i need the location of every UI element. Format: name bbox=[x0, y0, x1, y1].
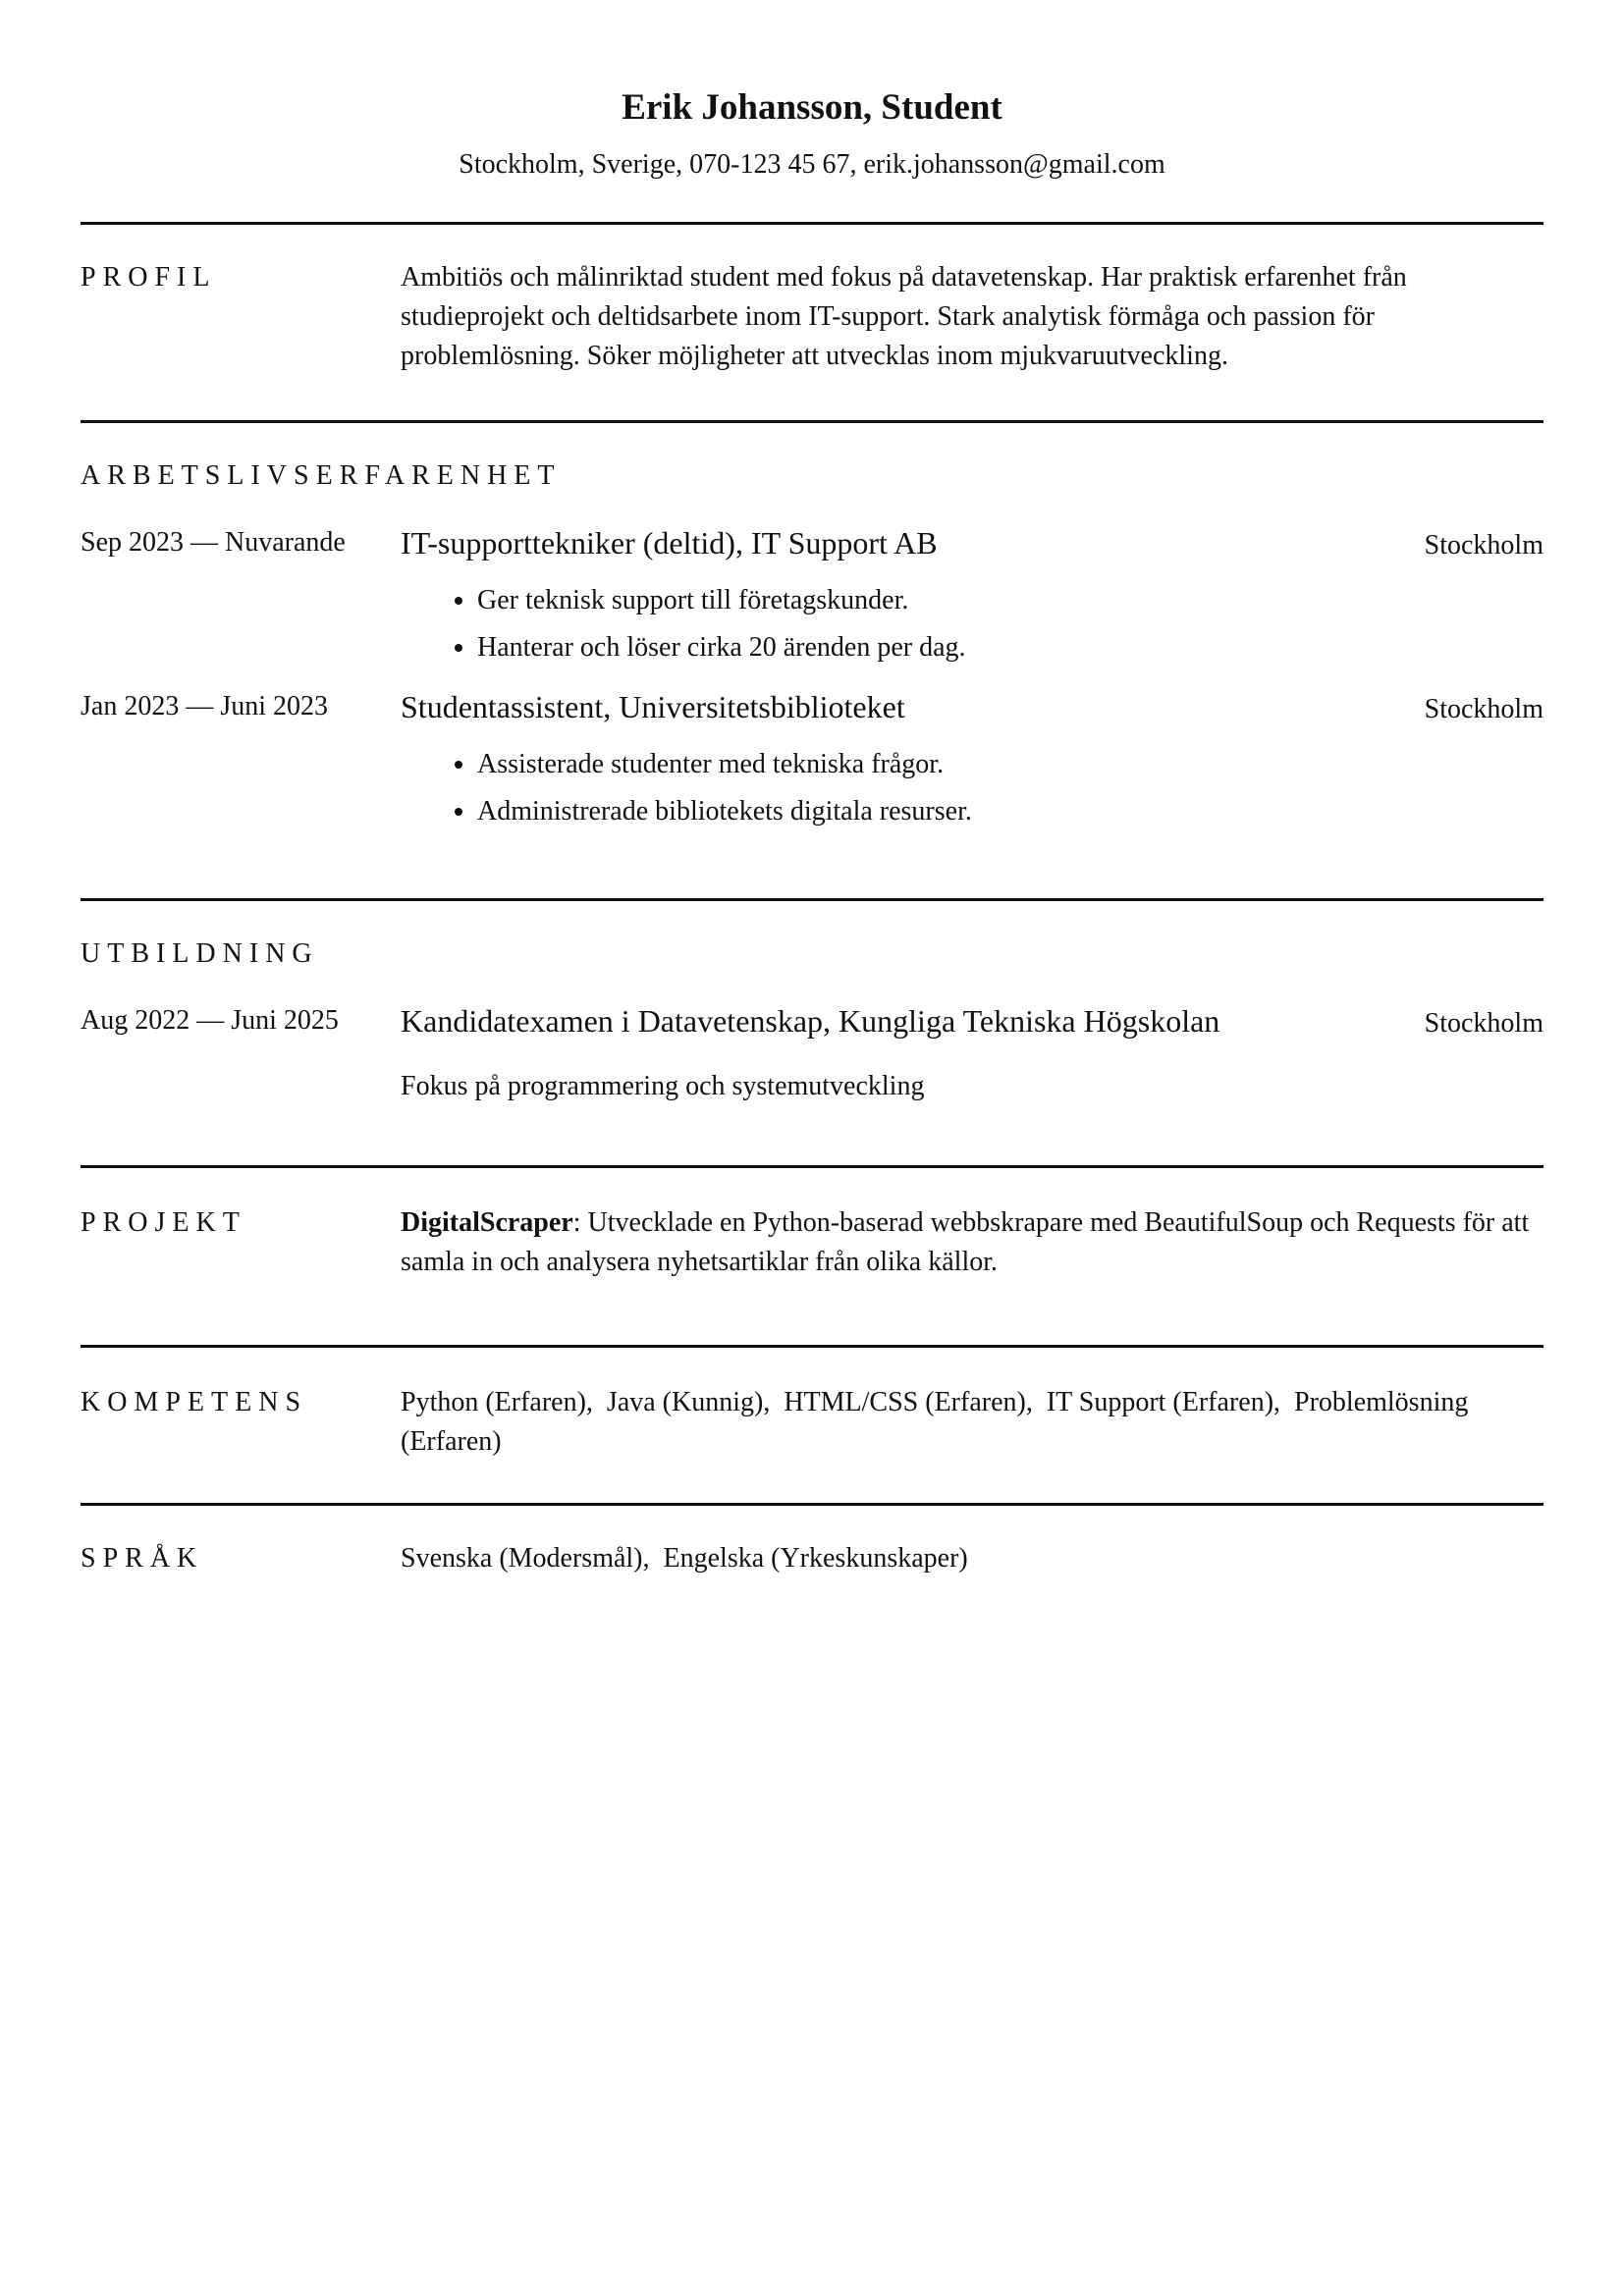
experience-location: Stockholm bbox=[1424, 530, 1543, 561]
experience-entry bbox=[81, 521, 1543, 671]
experience-bullets bbox=[401, 577, 1543, 671]
section-title-languages: SPRÅK bbox=[81, 1543, 204, 1574]
section-title-profile: PROFIL bbox=[81, 262, 217, 293]
education-entry bbox=[81, 999, 1543, 1106]
bullet-item: • Administrerade bibliotekets digitala resurser. bbox=[477, 788, 1543, 835]
section-experience bbox=[81, 420, 1543, 898]
education-location: Stockholm bbox=[1424, 1008, 1543, 1039]
project-separator: : bbox=[572, 1207, 581, 1238]
bullet-item: • Ger teknisk support till företagskunder. bbox=[477, 577, 1543, 624]
profile-text: Ambitiös och målinriktad student med fokus på datavetenskap. Har praktisk erfarenhet från studieprojekt och deltidsarbete inom IT-support. Stark analytisk förmåga och passion för problemlösning. Söker möjligheter att utvecklas inom mjukvaruutveckling. bbox=[401, 262, 1407, 371]
experience-role: Studentassistent, Universitetsbiblioteket bbox=[401, 689, 905, 724]
section-title-experience: ARBETSLIVSERFARENHET bbox=[81, 460, 562, 491]
project-name: DigitalScraper bbox=[401, 1207, 573, 1238]
resume-header bbox=[81, 0, 1543, 185]
education-dates: Aug 2022 — Juni 2025 bbox=[81, 1005, 339, 1036]
section-languages bbox=[81, 1503, 1543, 1618]
section-projects bbox=[81, 1165, 1543, 1345]
section-skills bbox=[81, 1345, 1543, 1503]
bullet-item: • Hanterar och löser cirka 20 ärenden per dag. bbox=[477, 624, 1543, 671]
experience-bullets bbox=[401, 741, 1543, 835]
section-title-projects: PROJEKT bbox=[81, 1207, 246, 1238]
bullet-item: • Assisterade studenter med tekniska frågor. bbox=[477, 741, 1543, 788]
experience-entry bbox=[81, 685, 1543, 835]
languages-list: Svenska (Modersmål), Engelska (Yrkeskunskaper) bbox=[401, 1543, 968, 1574]
education-description: Fokus på programmering och systemutveckling bbox=[401, 1071, 925, 1101]
project-description: Utvecklade en Python-baserad webbskrapare med BeautifulSoup och Requests för att samla in och analysera nyhetsartiklar från olika källor. bbox=[401, 1207, 1530, 1277]
section-education bbox=[81, 898, 1543, 1165]
experience-dates: Sep 2023 — Nuvarande bbox=[81, 527, 346, 558]
candidate-name: Erik Johansson, Student bbox=[622, 87, 1002, 128]
section-title-education: UTBILDNING bbox=[81, 938, 319, 969]
experience-role: IT-supporttekniker (deltid), IT Support AB bbox=[401, 525, 938, 561]
skills-list: Python (Erfaren), Java (Kunnig), HTML/CSS (Erfaren), IT Support (Erfaren), Problemlösning (Erfaren) bbox=[401, 1387, 1476, 1457]
section-profile bbox=[81, 222, 1543, 420]
section-title-skills: KOMPETENS bbox=[81, 1387, 308, 1417]
experience-dates: Jan 2023 — Juni 2023 bbox=[81, 691, 328, 721]
contact-line: Stockholm, Sverige, 070-123 45 67, erik.johansson@gmail.com bbox=[459, 149, 1165, 180]
education-degree: Kandidatexamen i Datavetenskap, Kungliga Tekniska Högskolan bbox=[401, 1003, 1220, 1039]
project-entry bbox=[401, 1203, 1543, 1282]
experience-location: Stockholm bbox=[1424, 694, 1543, 724]
